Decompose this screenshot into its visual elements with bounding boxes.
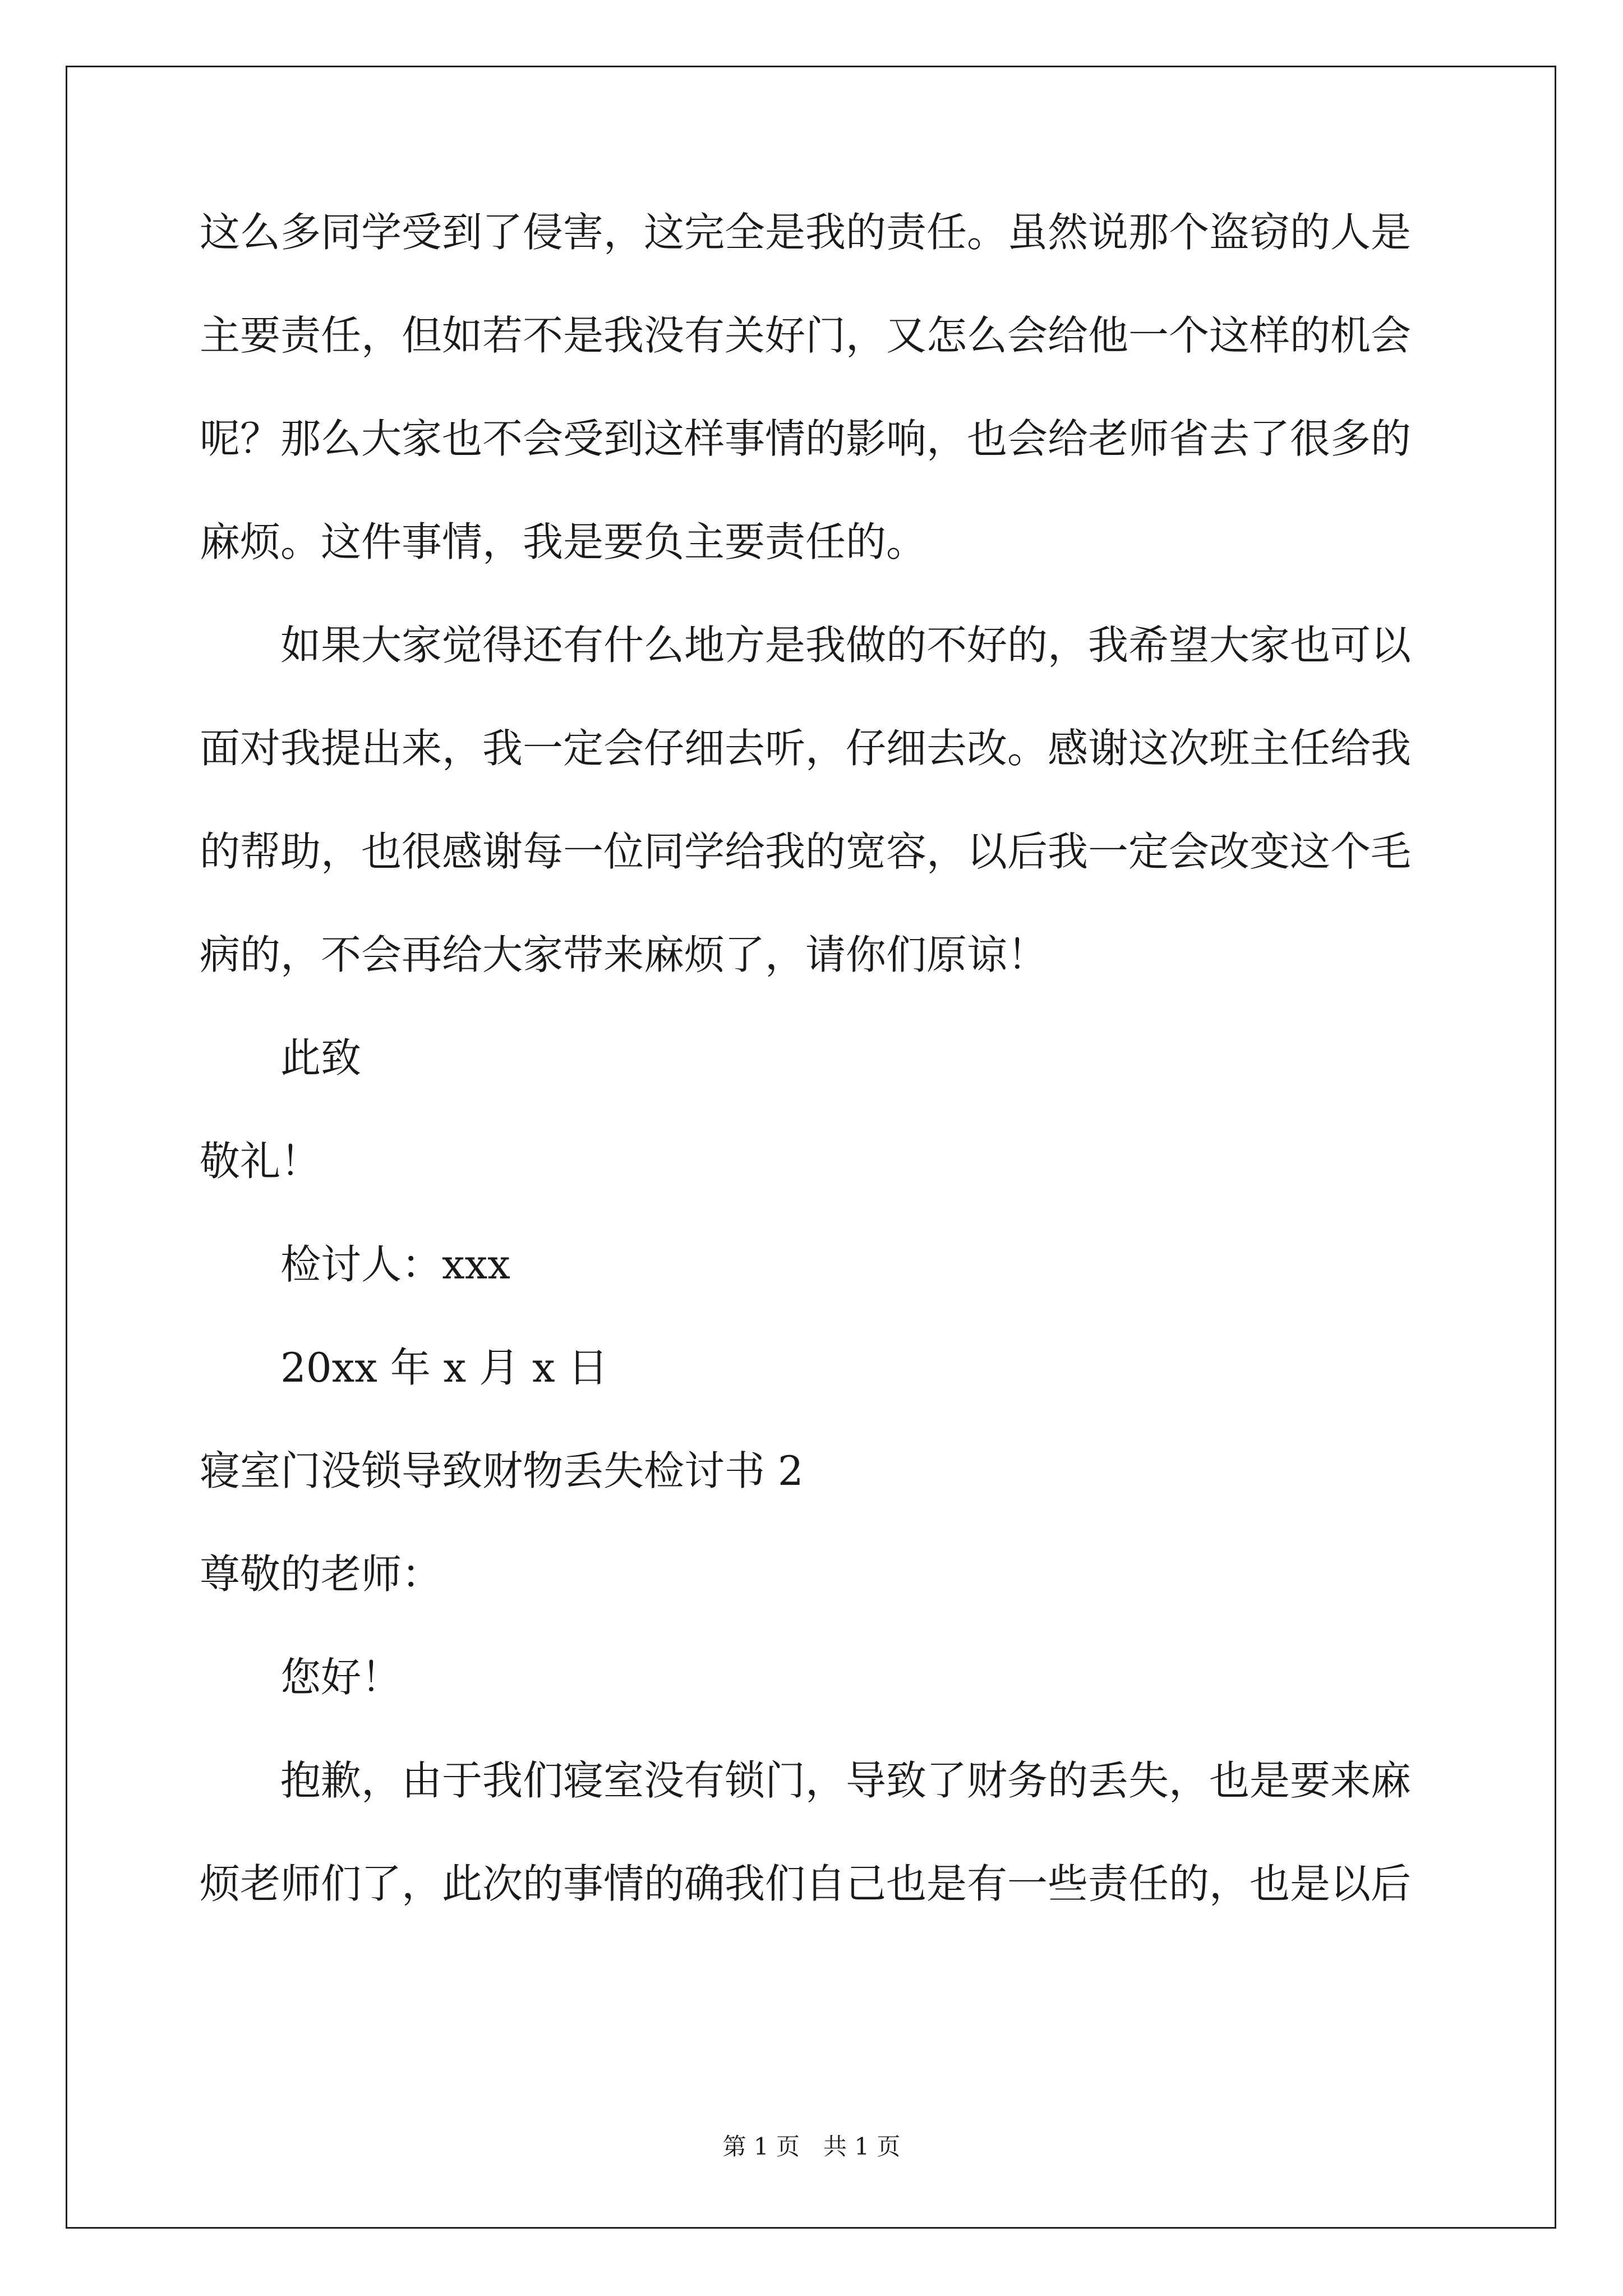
document-body (200, 206, 1428, 1961)
paragraph-0-line-0: 这么多同学受到了侵害，这完全是我的责任。虽然说那个盗窃的人是 (200, 209, 1412, 256)
paragraph-9-line-0: 抱歉，由于我们寝室没有锁门，导致了财务的丢失，也是要来麻 (280, 1757, 1412, 1804)
paragraph-7-line-0: 尊敬的老师： (200, 1550, 442, 1598)
paragraph-0-line-2: 呢？那么大家也不会受到这样事情的影响，也会给老师省去了很多的 (200, 415, 1412, 462)
paragraph-5-line-0: 20xx 年 x 月 x 日 (280, 1344, 608, 1391)
paragraph-8-line-0: 您好！ (280, 1654, 402, 1701)
paragraph-1-line-0: 如果大家觉得还有什么地方是我做的不好的，我希望大家也可以 (280, 622, 1412, 669)
page-footer: 第 1 页 共 1 页 (722, 2133, 901, 2160)
paragraph-1-line-2: 的帮助，也很感谢每一位同学给我的宽容，以后我一定会改变这个毛 (200, 828, 1412, 875)
paragraph-4-line-0: 检讨人：xxx (280, 1241, 510, 1288)
paragraph-0-line-3: 麻烦。这件事情，我是要负主要责任的。 (200, 518, 927, 565)
paragraph-6-line-0: 寝室门没锁导致财物丢失检讨书 2 (200, 1447, 804, 1494)
paragraph-1-line-3: 病的，不会再给大家带来麻烦了，请你们原谅！ (200, 931, 1048, 978)
paragraph-3-line-0: 敬礼！ (200, 1138, 321, 1185)
paragraph-9-line-1: 烦老师们了，此次的事情的确我们自己也是有一些责任的，也是以后 (200, 1860, 1412, 1907)
paragraph-1-line-1: 面对我提出来，我一定会仔细去听，仔细去改。感谢这次班主任给我 (200, 725, 1412, 772)
paragraph-0-line-1: 主要责任，但如若不是我没有关好门，又怎么会给他一个这样的机会 (200, 312, 1412, 359)
paragraph-2-line-0: 此致 (280, 1034, 362, 1082)
